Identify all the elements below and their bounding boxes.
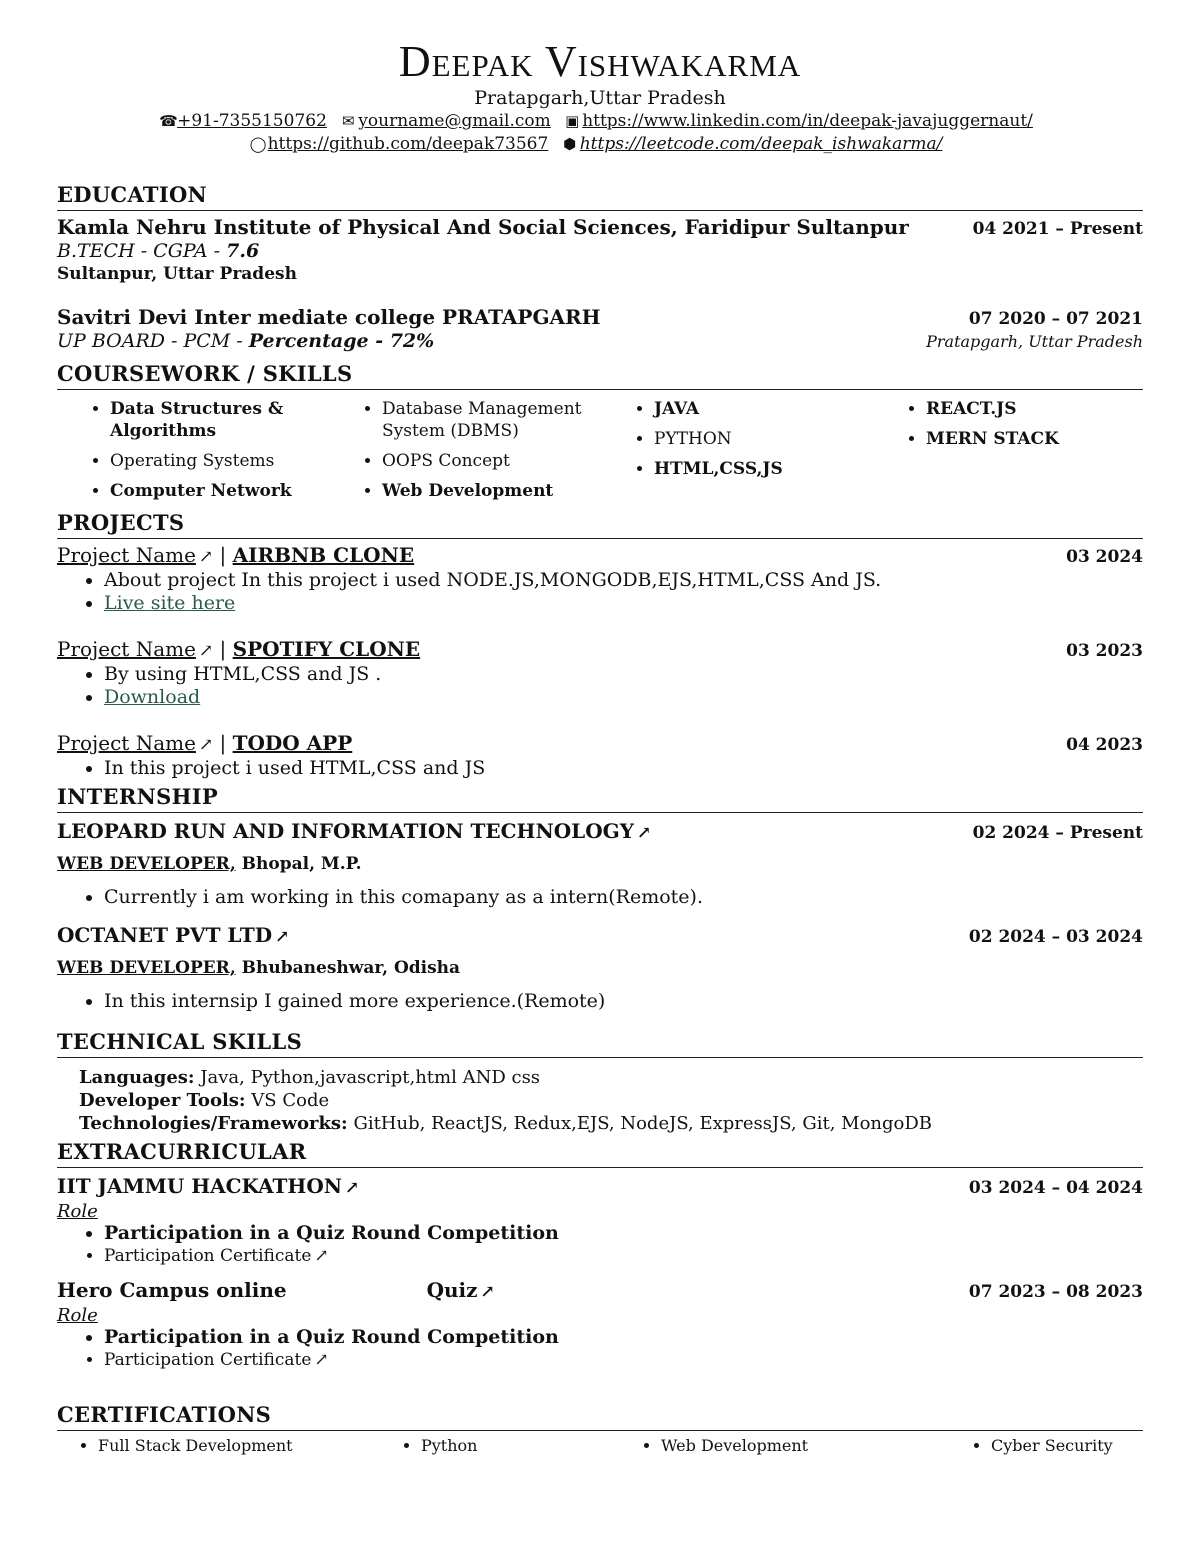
- phone-icon: ☎: [159, 112, 178, 130]
- education-entry: [57, 215, 1143, 285]
- languages-label: Languages:: [79, 1067, 195, 1088]
- activity-name: Hero Campus online: [57, 1278, 287, 1302]
- list-item: • Database Management System (DBMS): [382, 398, 631, 442]
- education-entry: [57, 305, 1143, 353]
- internship-date: 02 2024 – 03 2024: [968, 927, 1143, 947]
- education-date: 07 2020 – 07 2021: [968, 309, 1143, 329]
- external-link-icon[interactable]: ↗: [275, 927, 290, 947]
- external-link-icon[interactable]: ↗: [637, 823, 652, 843]
- internship-entry: [57, 819, 1143, 909]
- leetcode-icon: ⬢: [563, 135, 577, 153]
- candidate-location: Pratapgarh,Uttar Pradesh: [474, 87, 726, 109]
- project-title[interactable]: SPOTIFY CLONE: [232, 637, 421, 661]
- activity-role: Role: [57, 1201, 98, 1222]
- envelope-icon: ✉: [342, 112, 355, 130]
- project-bullet: • In this project i used HTML,CSS and JS: [104, 757, 1143, 780]
- school-name: Kamla Nehru Institute of Physical And Social Sciences, Faridipur Sultanpur: [57, 215, 909, 239]
- project-entry: Project Name ↗ | AIRBNB CLONE 03 2024 • About project In this project i used NODE.JS,MONGODB,EJS,HTML,CSS And JS. • Live site here: [57, 543, 1143, 615]
- project-label: Project Name: [57, 543, 196, 567]
- technical-skills-block: [57, 1066, 1143, 1135]
- github-icon: ◯: [249, 135, 267, 153]
- activity-date: 07 2023 – 08 2023: [968, 1282, 1143, 1302]
- languages-value: Java, Python,javascript,html AND css: [200, 1067, 541, 1088]
- download-link[interactable]: Download: [104, 686, 201, 708]
- external-link-icon[interactable]: ↗: [314, 1350, 329, 1370]
- external-link-icon[interactable]: ↗: [314, 1246, 329, 1266]
- coursework-heading: COURSEWORK / SKILLS: [57, 361, 1143, 390]
- project-date: 03 2023: [1066, 641, 1143, 661]
- job-place: Bhubaneshwar, Odisha: [241, 958, 461, 978]
- list-item: • JAVA: [654, 398, 903, 420]
- degree: B.TECH - CGPA -: [57, 240, 227, 262]
- certification-item: • Full Stack Development: [98, 1435, 400, 1457]
- contact-line-2: [57, 133, 1143, 156]
- coursework-column: [903, 398, 1143, 510]
- list-item: • OOPS Concept: [382, 450, 631, 472]
- list-item: • MERN STACK: [926, 428, 1143, 450]
- activity-bullet: • Participation in a Quiz Round Competition: [104, 1222, 1143, 1245]
- linkedin-link[interactable]: https://www.linkedin.com/in/deepak-javajuggernaut/: [582, 111, 1033, 131]
- linkedin-icon: ▣: [565, 112, 580, 130]
- activity-name: IIT JAMMU HACKATHON: [57, 1174, 343, 1198]
- list-item: • Computer Network: [110, 480, 359, 502]
- internship-date: 02 2024 – Present: [972, 823, 1143, 843]
- list-item: • HTML,CSS,JS: [654, 458, 903, 480]
- projects-heading: PROJECTS: [57, 510, 1143, 539]
- external-link-icon[interactable]: ↗: [198, 547, 214, 567]
- project-title[interactable]: TODO APP: [232, 731, 353, 755]
- phone-link[interactable]: +91-7355150762: [177, 111, 327, 131]
- activity-role: Role: [57, 1305, 98, 1326]
- frameworks-value: GitHub, ReactJS, Redux,EJS, NodeJS, ExpressJS, Git, MongoDB: [353, 1113, 933, 1134]
- project-bullet: • About project In this project i used NODE.JS,MONGODB,EJS,HTML,CSS And JS.: [104, 569, 1143, 592]
- project-bullet: • By using HTML,CSS and JS .: [104, 663, 1143, 686]
- internship-entry: [57, 923, 1143, 1013]
- company-name: LEOPARD RUN AND INFORMATION TECHNOLOGY: [57, 819, 635, 843]
- tools-label: Developer Tools:: [79, 1090, 246, 1111]
- internship-bullet: • In this internsip I gained more experience.(Remote): [104, 990, 1143, 1013]
- project-entry: Project Name ↗ | SPOTIFY CLONE 03 2023 • By using HTML,CSS and JS . • Download: [57, 637, 1143, 709]
- project-label: Project Name: [57, 637, 196, 661]
- coursework-grid: [57, 398, 1143, 510]
- live-site-link[interactable]: Live site here: [104, 592, 236, 614]
- github-link[interactable]: https://github.com/deepak73567: [267, 134, 549, 154]
- education-heading: EDUCATION: [57, 182, 1143, 211]
- project-label: Project Name: [57, 731, 196, 755]
- tools-value: VS Code: [251, 1090, 330, 1111]
- list-item: • Web Development: [382, 480, 631, 502]
- certifications-heading: CERTIFICATIONS: [57, 1402, 1143, 1431]
- external-link-icon[interactable]: ↗: [198, 641, 214, 661]
- coursework-column: [87, 398, 359, 510]
- leetcode-link[interactable]: https://leetcode.com/deepak_ishwakarma/: [579, 134, 943, 154]
- extracurricular-heading: EXTRACURRICULAR: [57, 1139, 1143, 1168]
- score: Percentage - 72%: [248, 330, 435, 352]
- certification-item: • Web Development: [661, 1435, 970, 1457]
- technical-skills-heading: TECHNICAL SKILLS: [57, 1029, 1143, 1058]
- list-item: • Operating Systems: [110, 450, 359, 472]
- project-entry: Project Name ↗ | TODO APP 04 2023 • In this project i used HTML,CSS and JS: [57, 731, 1143, 780]
- certifications-grid: [57, 1435, 1143, 1457]
- activity-bullet: • Participation in a Quiz Round Competition: [104, 1326, 1143, 1349]
- coursework-column: [359, 398, 631, 510]
- certification-item: • Python: [421, 1435, 640, 1457]
- external-link-icon[interactable]: ↗: [345, 1178, 360, 1198]
- activity-entry: [57, 1278, 1143, 1372]
- score: 7.6: [226, 240, 260, 262]
- school-place: Pratapgarh, Uttar Pradesh: [926, 332, 1143, 351]
- list-item: • PYTHON: [654, 428, 903, 450]
- company-name: OCTANET PVT LTD: [57, 923, 273, 947]
- activity-date: 03 2024 – 04 2024: [968, 1178, 1143, 1198]
- internship-bullet: • Currently i am working in this comapany as a intern(Remote).: [104, 886, 1143, 909]
- job-role: WEB DEVELOPER,: [57, 958, 236, 978]
- job-role: WEB DEVELOPER,: [57, 854, 236, 874]
- list-item: • Data Structures & Algorithms: [110, 398, 359, 442]
- activity-bullet: Participation Certificate: [104, 1350, 312, 1370]
- activity-entry: [57, 1174, 1143, 1268]
- certification-item: • Cyber Security: [991, 1435, 1160, 1457]
- resume-header: [57, 36, 1143, 156]
- external-link-icon[interactable]: ↗: [480, 1282, 495, 1302]
- external-link-icon[interactable]: ↗: [198, 735, 214, 755]
- resume-page: [57, 36, 1143, 1457]
- internship-heading: INTERNSHIP: [57, 784, 1143, 813]
- candidate-name: Deepak Vishwakarma: [398, 37, 802, 86]
- education-date: 04 2021 – Present: [972, 219, 1143, 239]
- school-name: Savitri Devi Inter mediate college PRATAPGARH: [57, 305, 601, 329]
- degree: UP BOARD - PCM -: [57, 330, 249, 352]
- school-place: Sultanpur, Uttar Pradesh: [57, 264, 297, 284]
- coursework-column: [631, 398, 903, 510]
- email-link[interactable]: yourname@gmail.com: [358, 111, 551, 131]
- job-place: Bhopal, M.P.: [241, 854, 362, 874]
- activity-name-suffix: Quiz: [426, 1278, 478, 1302]
- frameworks-label: Technologies/Frameworks:: [79, 1113, 348, 1134]
- contact-line-1: [57, 110, 1143, 133]
- list-item: • REACT.JS: [926, 398, 1143, 420]
- project-title[interactable]: AIRBNB CLONE: [232, 543, 415, 567]
- project-date: 03 2024: [1066, 547, 1143, 567]
- project-date: 04 2023: [1066, 735, 1143, 755]
- activity-bullet: Participation Certificate: [104, 1246, 312, 1266]
